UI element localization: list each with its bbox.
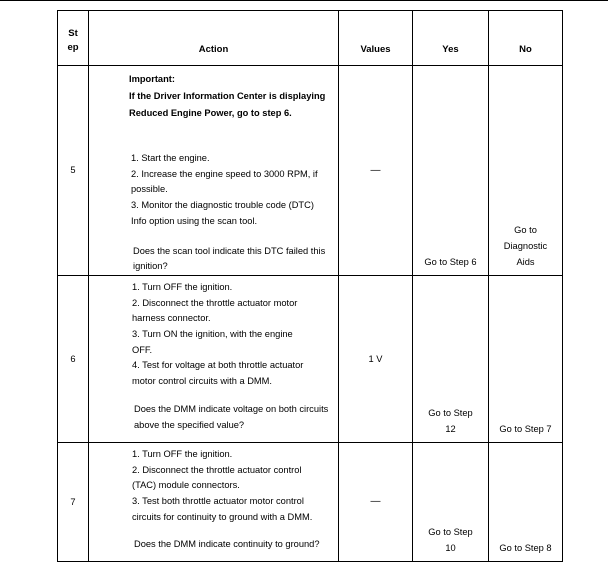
action-question: Does the DMM indicate voltage on both circuits bbox=[134, 403, 329, 414]
yes-cell: Go to Step 10 bbox=[413, 442, 489, 561]
no-cell: Go to Step 8 bbox=[489, 442, 563, 561]
important-text: If the Driver Information Center is displaying bbox=[129, 91, 326, 101]
table-row bbox=[58, 66, 563, 276]
header-action: Action bbox=[89, 11, 339, 66]
action-line: Info option using the scan tool. bbox=[131, 215, 258, 226]
action-question: above the specified value? bbox=[134, 419, 245, 430]
action-line: 2. Increase the engine speed to 3000 RPM, if bbox=[131, 168, 318, 179]
action-line: 4. Test for voltage at both throttle actuator bbox=[132, 360, 304, 371]
step-number: 5 bbox=[58, 66, 89, 276]
important-title: Important: bbox=[129, 74, 175, 84]
action-cell bbox=[89, 442, 339, 561]
action-line: possible. bbox=[131, 184, 168, 195]
step-number: 7 bbox=[58, 442, 89, 561]
action-line: (TAC) module connectors. bbox=[132, 480, 240, 491]
action-line: harness connector. bbox=[132, 313, 211, 324]
action-cell bbox=[89, 275, 339, 442]
header-no: No bbox=[489, 11, 563, 66]
header-step: St ep bbox=[58, 11, 89, 66]
table-row bbox=[58, 275, 563, 442]
step-number: 6 bbox=[58, 275, 89, 442]
action-line: 3. Monitor the diagnostic trouble code (DTC) bbox=[131, 200, 314, 211]
no-cell: Go to Diagnostic Aids bbox=[489, 66, 563, 276]
action-line: OFF. bbox=[132, 344, 153, 355]
header-values: Values bbox=[339, 11, 413, 66]
yes-cell: Go to Step 12 bbox=[413, 275, 489, 442]
action-line: 3. Turn ON the ignition, with the engine bbox=[132, 329, 293, 340]
top-rule bbox=[0, 0, 608, 1]
action-line: 2. Disconnect the throttle actuator motor bbox=[132, 297, 298, 308]
action-question: ignition? bbox=[133, 261, 168, 272]
header-row bbox=[58, 11, 563, 66]
action-question: Does the DMM indicate continuity to ground? bbox=[134, 539, 320, 550]
action-line: motor control circuits with a DMM. bbox=[132, 376, 272, 387]
action-line: 1. Turn OFF the ignition. bbox=[132, 448, 233, 459]
important-text: Reduced Engine Power, go to step 6. bbox=[129, 108, 292, 118]
value-cell: — bbox=[339, 66, 413, 276]
header-yes: Yes bbox=[413, 11, 489, 66]
action-line: circuits for continuity to ground with a DMM. bbox=[132, 511, 313, 522]
action-line: 3. Test both throttle actuator motor control bbox=[132, 496, 304, 507]
action-cell bbox=[89, 66, 339, 276]
value-cell: 1 V bbox=[339, 275, 413, 442]
action-line: 2. Disconnect the throttle actuator control bbox=[132, 464, 302, 475]
action-question: Does the scan tool indicate this DTC failed this bbox=[133, 245, 326, 256]
yes-cell: Go to Step 6 bbox=[413, 66, 489, 276]
no-cell: Go to Step 7 bbox=[489, 275, 563, 442]
table-row bbox=[58, 442, 563, 561]
value-cell: — bbox=[339, 442, 413, 561]
diagnostic-table bbox=[57, 10, 563, 562]
action-line: 1. Start the engine. bbox=[131, 153, 210, 163]
action-line: 1. Turn OFF the ignition. bbox=[132, 281, 233, 292]
